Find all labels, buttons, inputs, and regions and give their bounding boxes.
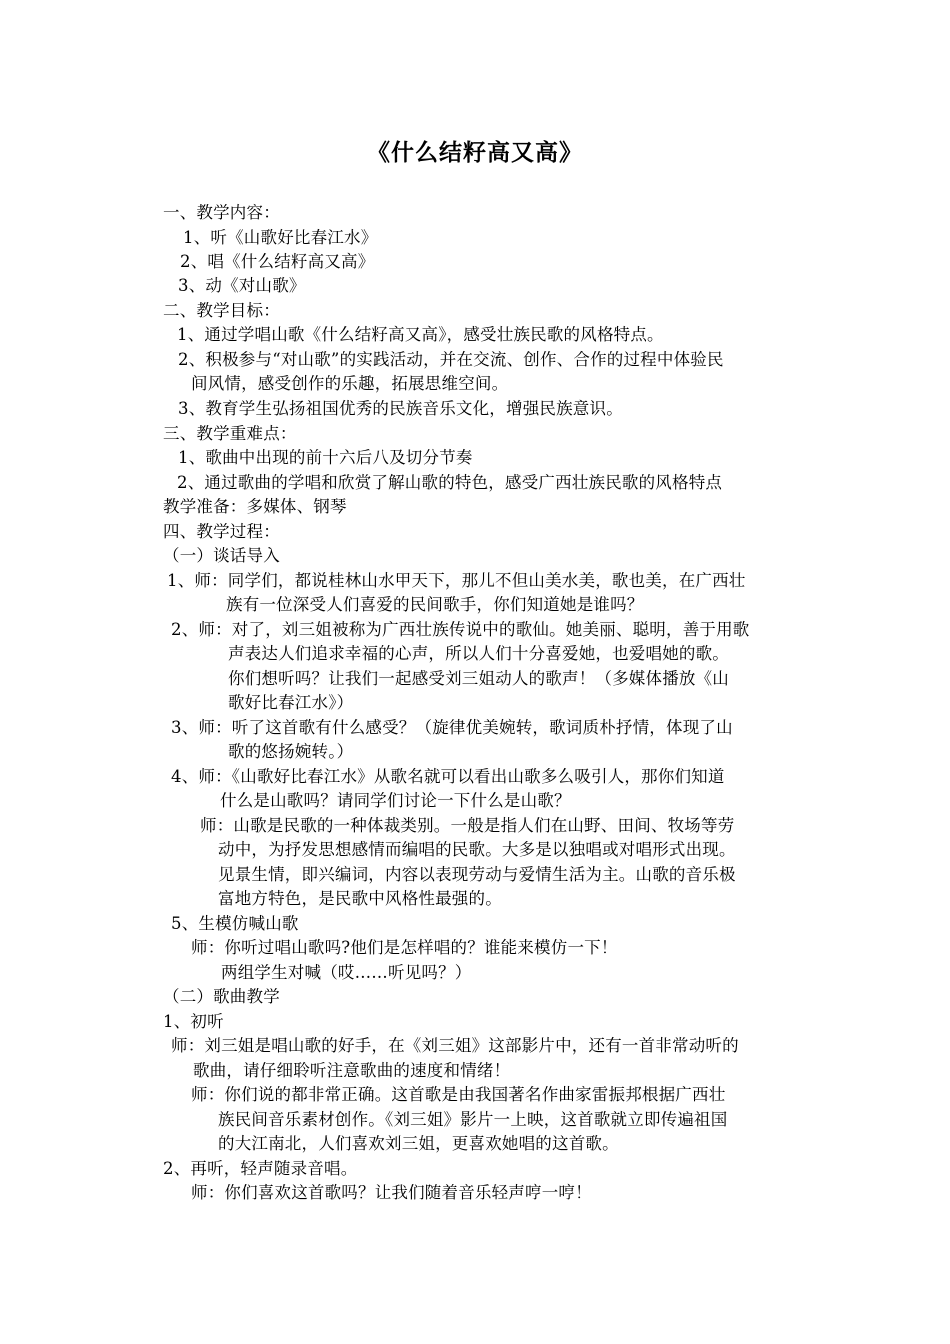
text-line: 师：山歌是民歌的一种体裁类别。一般是指人们在山野、田间、牧场等劳 [200, 816, 735, 835]
text-line: 1、歌曲中出现的前十六后八及切分节奏 [178, 448, 473, 467]
text-line: 2、唱《什么结籽高又高》 [180, 252, 375, 271]
text-line: 歌好比春江水》） [228, 693, 354, 712]
text-line: 声表达人们追求幸福的心声，所以人们十分喜爱她，也爱唱她的歌。 [228, 644, 729, 663]
text-line: 2、积极参与“对山歌”的实践活动，并在交流、创作、合作的过程中体验民 [178, 350, 724, 369]
text-line: 4、师：《山歌好比春江水》从歌名就可以看出山歌多么吸引人，那你们知道 [171, 767, 725, 786]
text-line: 1、初听 [163, 1012, 224, 1031]
text-line: 一、教学内容： [163, 203, 280, 222]
document-title: 《什么结籽高又高》 [367, 140, 583, 166]
text-line: 5、生模仿喊山歌 [171, 914, 299, 933]
text-line: 二、教学目标： [163, 301, 280, 320]
text-line: 1、通过学唱山歌《什么结籽高又高》，感受壮族民歌的风格特点。 [177, 325, 664, 344]
text-line: 族有一位深受人们喜爱的民间歌手，你们知道她是谁吗？ [226, 595, 644, 614]
text-line: 师：你听过唱山歌吗?他们是怎样唱的？谁能来模仿一下！ [191, 938, 618, 957]
text-line: 歌曲，请仔细聆听注意歌曲的速度和情绪！ [193, 1061, 511, 1080]
text-line: 3、动《对山歌》 [178, 276, 306, 295]
text-line: 师：你们说的都非常正确。这首歌是由我国著名作曲家雷振邦根据广西壮 [191, 1085, 726, 1104]
text-line: 3、教育学生弘扬祖国优秀的民族音乐文化，增强民族意识。 [178, 399, 623, 418]
text-line: 的大江南北，人们喜欢刘三姐，更喜欢她唱的这首歌。 [218, 1134, 619, 1153]
text-line: 什么是山歌吗？请同学们讨论一下什么是山歌？ [220, 791, 571, 810]
text-line: 间风情，感受创作的乐趣，拓展思维空间。 [191, 374, 509, 393]
text-line: 族民间音乐素材创作。《刘三姐》影片一上映，这首歌就立即传遍祖国 [218, 1110, 728, 1129]
text-line: 2、通过歌曲的学唱和欣赏了解山歌的特色，感受广西壮族民歌的风格特点 [177, 473, 723, 492]
text-line: 见景生情，即兴编词，内容以表现劳动与爱情生活为主。山歌的音乐极 [218, 865, 736, 884]
text-line: 歌的悠扬婉转。） [228, 742, 354, 761]
text-line: 教学准备：多媒体、钢琴 [163, 497, 347, 516]
text-line: 1、师：同学们，都说桂林山水甲天下，那儿不但山美水美，歌也美，在广西壮 [167, 571, 746, 590]
text-line: 三、教学重难点： [163, 424, 297, 443]
text-line: 动中，为抒发思想感情而编唱的民歌。大多是以独唱或对唱形式出现。 [218, 840, 736, 859]
text-line: 师：刘三姐是唱山歌的好手，在《刘三姐》这部影片中，还有一首非常动听的 [171, 1036, 739, 1055]
text-line: 1、听《山歌好比春江水》 [183, 228, 378, 247]
text-line: 2、师：对了，刘三姐被称为广西壮族传说中的歌仙。她美丽、聪明，善于用歌 [171, 620, 750, 639]
text-line: （一）谈话导入 [163, 546, 280, 565]
text-line: 师：你们喜欢这首歌吗？让我们随着音乐轻声哼一哼！ [191, 1183, 592, 1202]
text-line: 两组学生对喊（哎……听见吗？） [221, 963, 472, 982]
text-line: （二）歌曲教学 [163, 987, 280, 1006]
text-line: 四、教学过程： [163, 522, 280, 541]
text-line: 2、再听，轻声随录音唱。 [163, 1159, 358, 1178]
text-line: 3、师：听了这首歌有什么感受？（旋律优美婉转，歌词质朴抒情，体现了山 [171, 718, 733, 737]
text-line: 富地方特色，是民歌中风格性最强的。 [218, 889, 502, 908]
text-line: 你们想听吗？让我们一起感受刘三姐动人的歌声！（多媒体播放《山 [228, 669, 729, 688]
